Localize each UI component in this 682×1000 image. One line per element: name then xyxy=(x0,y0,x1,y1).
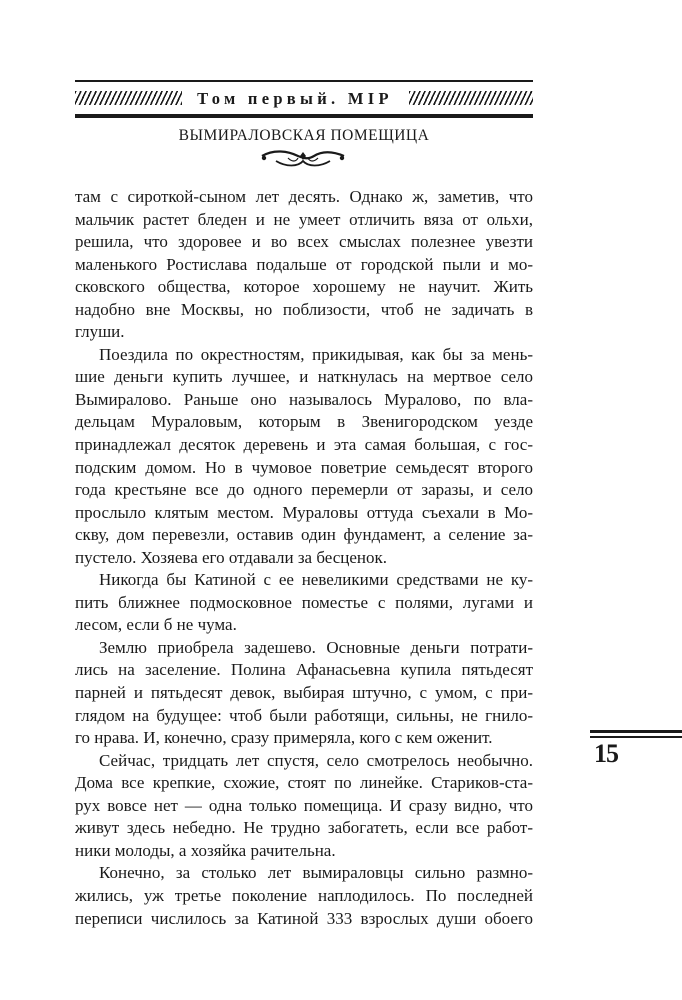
text-line: глядом на будущее: чтоб были работящи, сильны, не гнило- xyxy=(75,705,533,725)
chapter-title: ВЫМИРАЛОВСКАЯ ПОМЕЩИЦА xyxy=(178,127,430,144)
page-marker-rule xyxy=(590,730,682,733)
text-line: Вымиралово. Раньше оно называлось Муралово, по вла- xyxy=(75,389,533,409)
header-hatch-left xyxy=(75,91,182,105)
body-text xyxy=(75,186,533,930)
text-line: живут здесь небедно. Не трудно забогатеть, если все работ- xyxy=(75,818,533,838)
text-line: глуши. xyxy=(75,322,125,342)
text-line: шие деньги купить лучшее, и наткнулась на мертвое село xyxy=(75,367,533,387)
text-line: ники молоды, а хозяйка рачительна. xyxy=(75,840,336,860)
page-marker-rule-thin xyxy=(590,736,682,738)
text-line: скву, дом перевезли, оставив один фундамент, а селение за- xyxy=(75,525,533,545)
text-line: прослыло клятым местом. Мураловы оттуда съехали в Мо- xyxy=(75,502,533,522)
text-line: сковского общества, которое хорошему не научит. Жить xyxy=(75,277,533,297)
text-line: Никогда бы Катиной с ее невеликими средствами не ку- xyxy=(99,570,533,590)
text-line: принадлежал десяток деревень и эта самая большая, с гос- xyxy=(75,435,533,455)
text-line: подским домом. Но в чумовое поветрие семьдесят второго xyxy=(75,457,533,477)
volume-title: Том первый. МІР xyxy=(197,89,393,108)
text-line: жились, уж третье поколение наплодилось. По последней xyxy=(75,885,533,905)
header-thick-rule xyxy=(75,114,533,118)
text-line: переписи числилось за Катиной 333 взрослых души обоего xyxy=(75,908,533,928)
text-line: лись на заселение. Полина Афанасьевна купила пятьдесят xyxy=(75,660,533,680)
text-line: пить ближнее подмосковное поместье с полями, лугами и xyxy=(75,592,533,612)
text-line: года крестьяне все до одного перемерли от заразы, и село xyxy=(75,480,533,500)
page-number: 15 xyxy=(594,739,618,768)
text-line: дельцам Мураловым, которым в Звенигородском уезде xyxy=(75,412,533,432)
text-line: го нрава. И, конечно, сразу примеряла, кого с кем оженит. xyxy=(75,728,493,748)
text-line: Сейчас, тридцать лет спустя, село смотрелось необычно. xyxy=(99,750,533,770)
text-line: маленького Ростислава подальше от городской пыли и мо- xyxy=(75,254,533,274)
text-line: рух вовсе нет — одна только помещица. И сразу видно, что xyxy=(75,795,533,815)
running-header xyxy=(75,88,533,110)
text-line: лесом, если б не чума. xyxy=(75,615,237,635)
text-line: Землю приобрела задешево. Основные деньги потрати- xyxy=(99,637,533,657)
text-line: мальчик растет бледен и не умеет отличить вяза от ольхи, xyxy=(75,209,533,229)
ornament-flourish-icon xyxy=(258,146,348,170)
text-line: пустело. Хозяева его отдавали за бесценок. xyxy=(75,547,388,567)
text-line: решила, что здоровее и во всех смыслах полезнее увезти xyxy=(75,232,533,252)
text-line: надобно вне Москвы, но поблизости, чтоб не задичать в xyxy=(75,299,533,319)
text-line: Дома все крепкие, схожие, стоят по линейке. Стариков-ста- xyxy=(75,773,533,793)
header-top-rule xyxy=(75,80,533,82)
text-line: парней и пятьдесят девок, выбирая штучно, с умом, с при- xyxy=(75,683,533,703)
text-line: Конечно, за столько лет вымираловцы сильно размно- xyxy=(99,863,533,883)
header-hatch-right xyxy=(409,91,533,105)
text-line: там с сироткой-сыном лет десять. Однако ж, заметив, что xyxy=(75,187,533,206)
text-line: Поездила по окрестностям, прикидывая, как бы за мень- xyxy=(99,344,533,364)
